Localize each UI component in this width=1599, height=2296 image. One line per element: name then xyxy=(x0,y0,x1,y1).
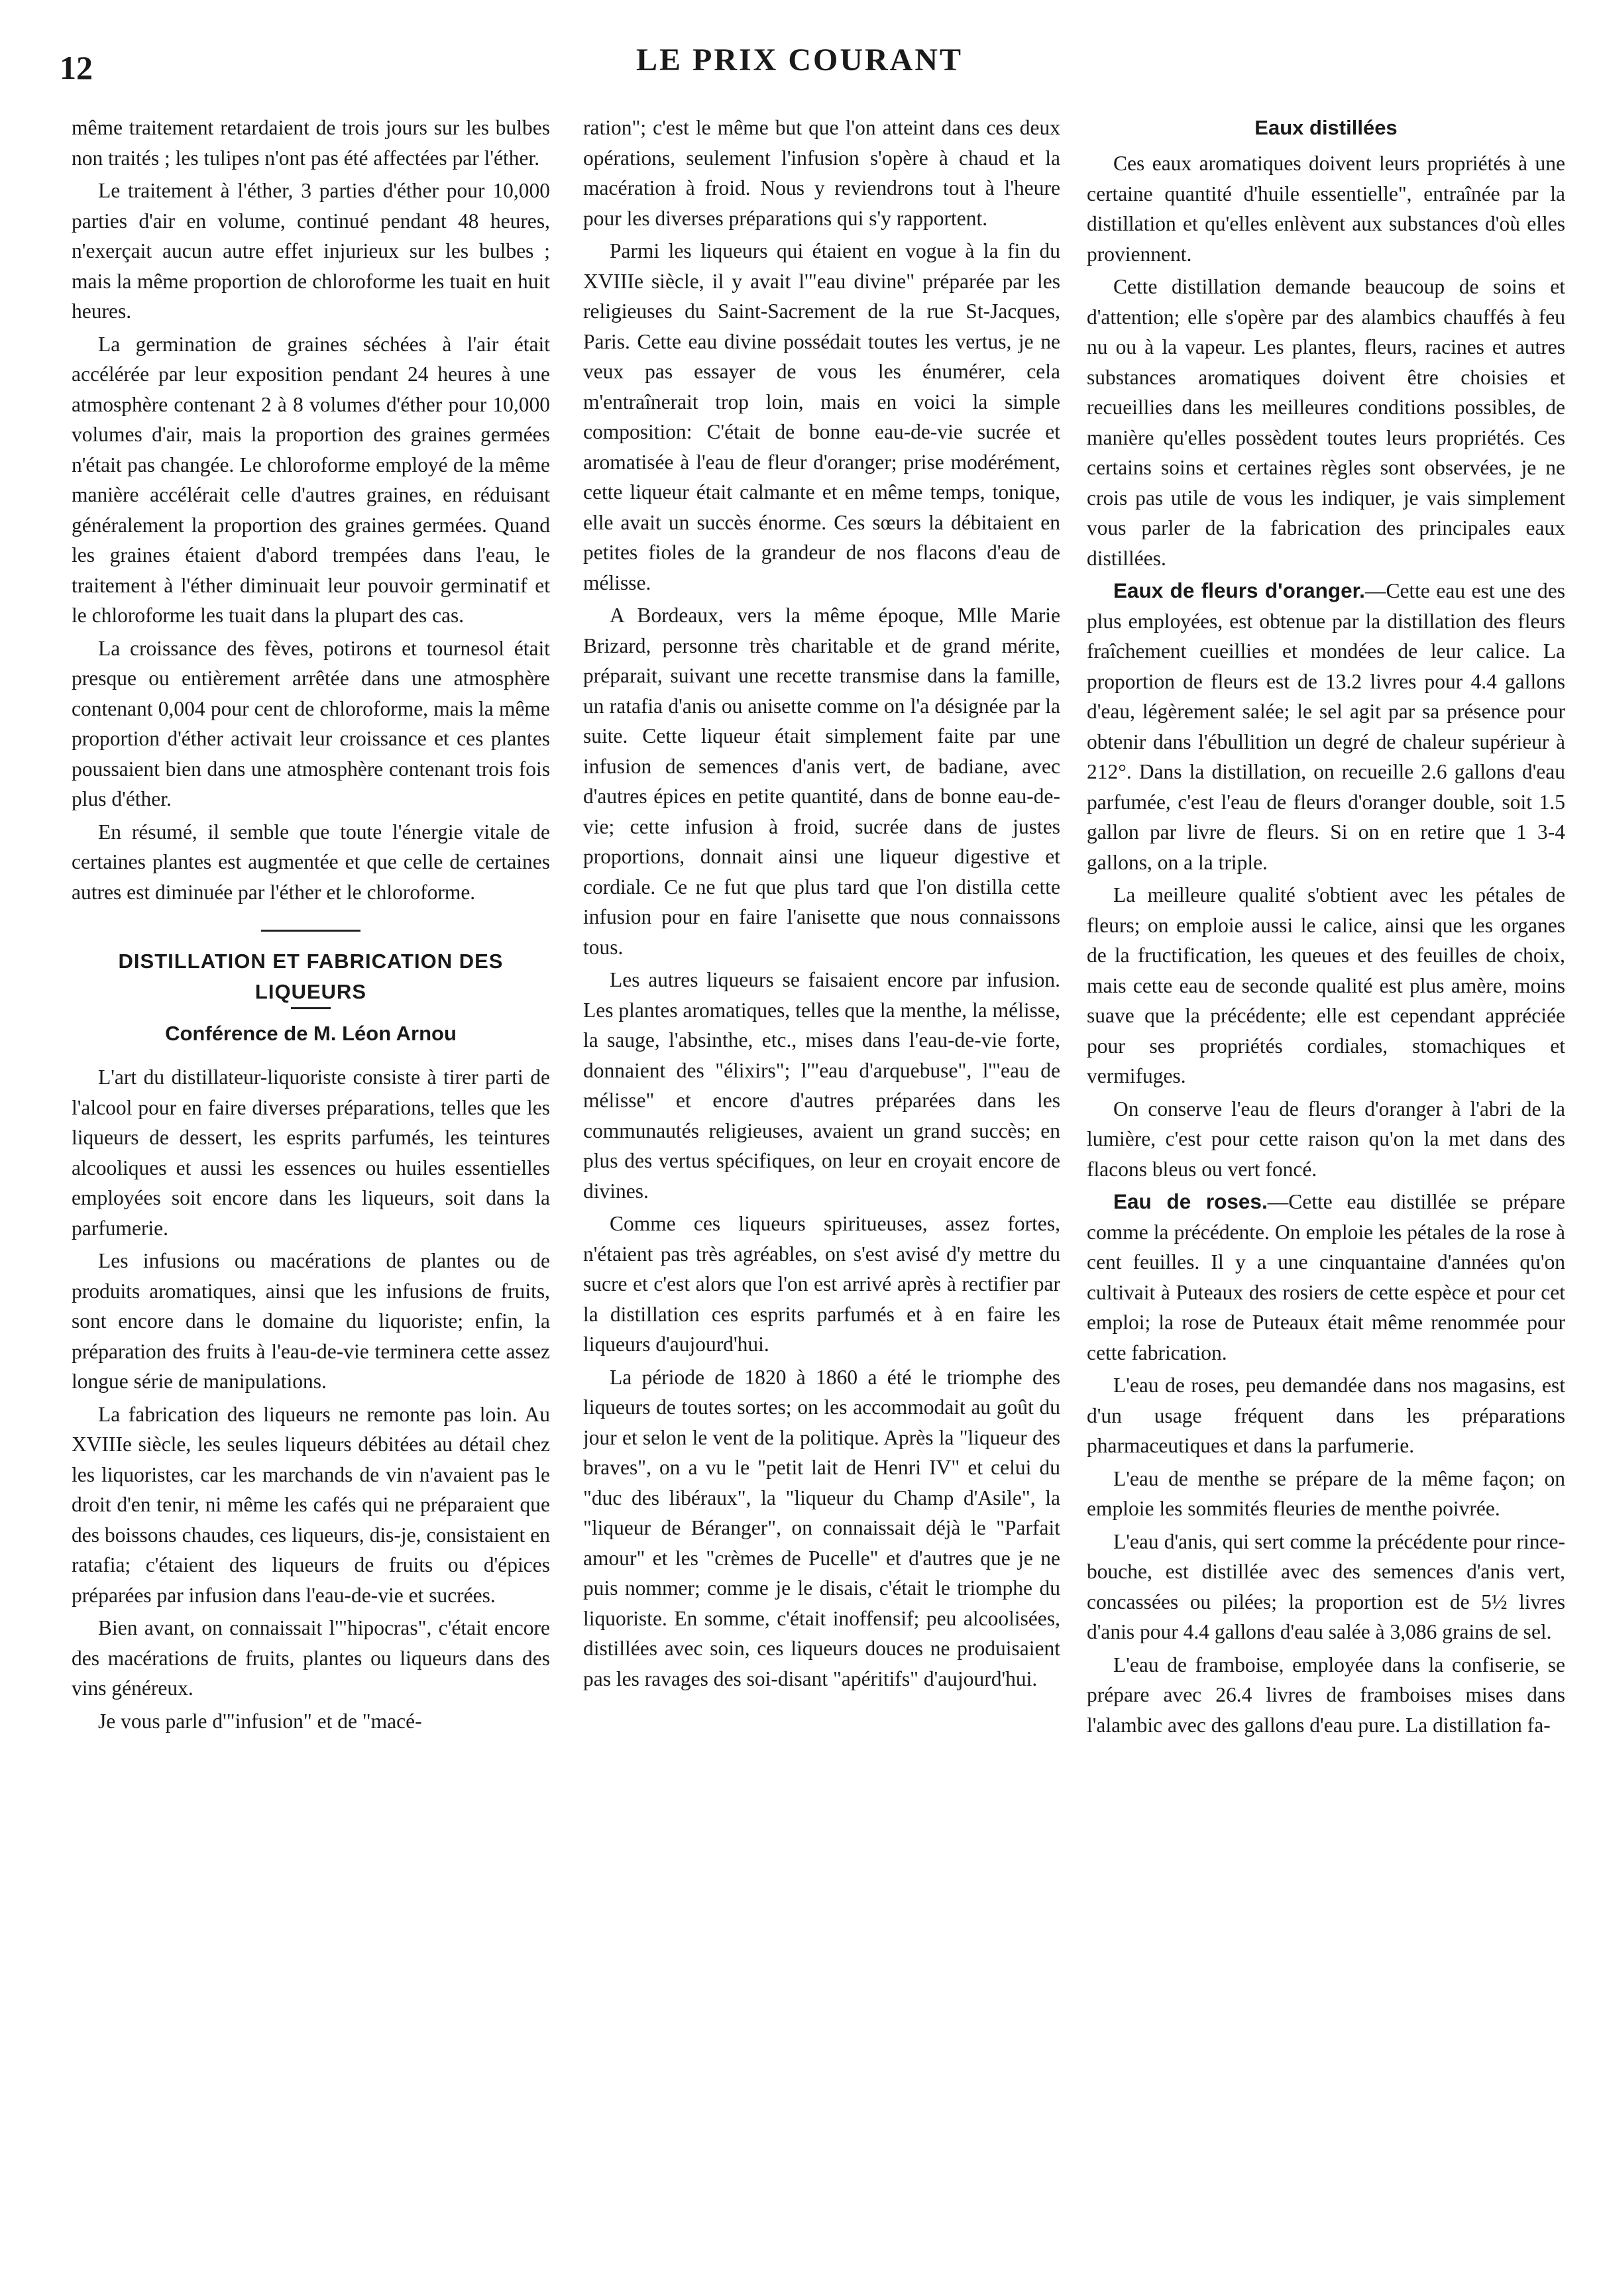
run-in-heading: Eau de roses. xyxy=(1113,1189,1268,1213)
paragraph xyxy=(1087,1187,1565,1368)
paragraph: Bien avant, on connaissait l'"hipocras", c'était encore des macérations de fruits, plantes ou liqueurs dans des vins généreux. xyxy=(72,1616,550,1700)
subsection-heading: Eaux distillées xyxy=(1254,116,1398,139)
paragraph: La période de 1820 à 1860 a été le triomphe des liqueurs de toutes sortes; on les accommodait au goût du jour et selon le vent de la politique. Après la "liqueur des braves", on a vu le "petit lait de Henri IV" et celui du "duc des libéraux", la "liqueur du Champ d'Asile", la "liqueur de Béranger", on connaissait déjà le "Parfait amour" et les "crèmes de Pucelle" et d'autres que je ne puis nommer; comme je le disais, c'était le triomphe du liquoriste. En somme, c'était inoffensif; peu alcoolisées, distillées avec soin, ces liqueurs douces ne produisaient pas les ravages des soi-disant "apéritifs" d'aujourd'hui. xyxy=(583,1365,1060,1690)
paragraph: On conserve l'eau de fleurs d'oranger à l'abri de la lumière, c'est pour cette raison qu'on la met dans des flacons bleus ou vert foncé. xyxy=(1087,1097,1565,1181)
section-subtitle: Conférence de M. Léon Arnou xyxy=(165,1022,457,1045)
running-title: LE PRIX COURANT xyxy=(635,42,964,78)
column-2 xyxy=(583,113,1060,2246)
section-title: DISTILLATION ET FABRICATION DES LIQUEURS xyxy=(118,950,504,1003)
paragraph: La fabrication des liqueurs ne remonte pas loin. Au XVIIIe siècle, les seules liqueurs débitées au détail chez les liquoristes, car les marchands de vin n'avaient pas le droit d'en tenir, ni même les cafés qui ne préparaient que des boissons chaudes, ces liqueurs, dis-je, consistaient en ratafia; c'étaient des liqueurs de fruits ou d'épices préparées par infusion dans l'eau-de-vie et sucrées. xyxy=(72,1402,550,1607)
paragraph: En résumé, il semble que toute l'énergie vitale de certaines plantes est augmentée et que celle de certaines autres est diminuée par l'éther et le chloroforme. xyxy=(72,820,550,904)
paragraph: Les autres liqueurs se faisaient encore par infusion. Les plantes aromatiques, telles que la menthe, la mélisse, la sauge, l'absinthe, etc., mises dans l'eau-de-vie forte, donnaient des "élixirs"; l'"eau d'arquebuse", l'"eau de mélisse" et encore d'autres préparées dans les communautés religieuses, avaient un grand succès; en plus des vertus spécifiques, on leur en croyait encore de divines. xyxy=(583,968,1060,1203)
paragraph: La meilleure qualité s'obtient avec les pétales de fleurs; on emploie aussi le calice, ainsi que les organes de la fructification, les queues et des feuilles de choix, mais cette eau de seconde qualité est plus amère, moins suave que la précédente; elle est cependant appréciée pour ses propriétés cordiales, stomachiques et vermifuges. xyxy=(1087,883,1565,1087)
paragraph: même traitement retardaient de trois jours sur les bulbes non traités ; les tulipes n'ont pas été affectées par l'éther. xyxy=(72,116,550,170)
page-header xyxy=(0,36,1599,89)
paragraph: Cette distillation demande beaucoup de soins et d'attention; elle s'opère par des alambics chauffés à feu nu ou à la vapeur. Les plantes, fleurs, racines et autres substances aromatiques doivent être choisies et recueillies dans les meilleures conditions possibles, de manière qu'elles possèdent toutes leurs propriétés. Ces certains soins et certaines règles sont observées, je ne crois pas utile de vous les indiquer, je vais simplement vous parler de la fabrication des principales eaux distillées. xyxy=(1087,275,1565,570)
title-underline xyxy=(291,1007,331,1009)
paragraph: L'eau de framboise, employée dans la confiserie, se prépare avec 26.4 livres de framboises mises dans l'alambic avec des gallons d'eau pure. La distillation fa- xyxy=(1087,1653,1565,1737)
paragraph: L'eau de menthe se prépare de la même façon; on emploie les sommités fleuries de menthe poivrée. xyxy=(1087,1466,1565,1520)
paragraph: Parmi les liqueurs qui étaient en vogue à la fin du XVIIIe siècle, il y avait l'"eau divine" préparée par les religieuses du Saint-Sacrement de la rue St-Jacques, Paris. Cette eau divine possédait toutes les vertus, je ne veux pas essayer de vous les énumérer, cela m'entraînerait trop loin, mais en voici la simple composition: C'était de bonne eau-de-vie sucrée et aromatisée à l'eau de fleur d'oranger; prise modérément, cette liqueur était calmante et en même temps, tonique, elle avait un succès énorme. Ces sœurs la débitaient en petites fioles de la grandeur de nos flacons d'eau de mélisse. xyxy=(583,239,1060,594)
paragraph-text: —Cette eau est une des plus employées, est obtenue par la distillation des fleurs fraîchement cueillies et mondées de leur calice. La proportion de fleurs est de 13.2 livres pour 4.4 gallons d'eau, légèrement salée; le sel agit par sa présence pour obtenir dans l'ébullition un degré de chaleur supérieur à 212°. Dans la distillation, on recueille 2.6 gallons d'eau parfumée, c'est l'eau de fleurs d'oranger double, soit 1.5 gallon par livre de fleurs. Si on en retire que 1 3-4 gallons, on a la triple. xyxy=(1087,579,1565,874)
paragraph: L'eau d'anis, qui sert comme la précédente pour rince-bouche, est distillée avec des semences d'anis vert, concassées ou pilées; la proportion est de 5½ livres d'anis pour 4.4 gallons d'eau salée à 3,086 grains de sel. xyxy=(1087,1529,1565,1643)
paragraph: Le traitement à l'éther, 3 parties d'éther pour 10,000 parties d'air en volume, continué pendant 48 heures, n'exerçait aucun autre effet injurieux sur les bulbes ; mais la même proportion de chloroforme les tuait en huit heures. xyxy=(72,179,550,323)
column-3 xyxy=(1087,113,1565,2246)
paragraph: Ces eaux aromatiques doivent leurs propriétés à une certaine quantité d'huile essentielle", entraînée par la distillation et qu'elles enlèvent aux substances d'où elles proviennent. xyxy=(1087,152,1565,266)
paragraph: Je vous parle d'"infusion" et de "macé- xyxy=(98,1709,422,1733)
paragraph: L'eau de roses, peu demandée dans nos magasins, est d'un usage fréquent dans les préparations pharmaceutiques et dans la parfumerie. xyxy=(1087,1374,1565,1457)
paragraph: Comme ces liqueurs spiritueuses, assez fortes, n'étaient pas très agréables, on s'est avisé d'y mettre du sucre et c'est alors que l'on est arrivé après à rectifier par la distillation ces esprits parfumés et à en faire les liqueurs d'aujourd'hui. xyxy=(583,1212,1060,1356)
paragraph: La croissance des fèves, potirons et tournesol était presque ou entièrement arrêtée dans une atmosphère contenant 0,004 pour cent de chloroforme, mais la même proportion d'éther activait leur croissance et ces plantes poussaient bien dans une atmosphère contenant trois fois plus d'éther. xyxy=(72,636,550,810)
paragraph-text: —Cette eau distillée se prépare comme la précédente. On emploie les pétales de la rose à cent feuilles. Il y a une cinquantaine d'années qu'on cultivait à Puteaux des rosiers de cette espèce et pour cet emploi; la rose de Puteaux était même renommée pour cette fabrication. xyxy=(1087,1190,1565,1364)
paragraph: L'art du distillateur-liquoriste consiste à tirer parti de l'alcool pour en faire diverses préparations, telles que les liqueurs de dessert, les esprits parfumés, les teintures alcooliques et aussi les essences ou huiles essentielles employées soit encore dans les liqueurs, soit dans la parfumerie. xyxy=(72,1066,550,1240)
paragraph: La germination de graines séchées à l'air était accélérée par leur exposition pendant 24 heures à une atmosphère contenant 2 à 8 volumes d'éther pour 10,000 volumes d'air, mais la proportion des graines germées n'était pas changée. Le chloroforme employé de la même manière accélérait celle d'autres graines, en réduisant généralement la proportion des graines germées. Quand les graines étaient d'abord trempées dans l'eau, le traitement à l'éther diminuait leur pouvoir germinatif et le chloroforme les tuait dans la plupart des cas. xyxy=(72,332,550,627)
run-in-heading: Eaux de fleurs d'oranger. xyxy=(1113,578,1365,602)
paragraph xyxy=(1087,576,1565,877)
paragraph: Les infusions ou macérations de plantes ou de produits aromatiques, ainsi que les infusions de fruits, sont encore dans le domaine du liquoriste; enfin, la préparation des fruits à l'eau-de-vie terminera cette assez longue série de manipulations. xyxy=(72,1249,550,1393)
paragraph: ration"; c'est le même but que l'on atteint dans ces deux opérations, seulement l'infusion s'opère à chaud et la macération à froid. Nous y reviendrons tout à l'heure pour les diverses préparations qui s'y rapportent. xyxy=(583,116,1060,230)
column-1 xyxy=(72,113,550,2246)
paragraph: A Bordeaux, vers la même époque, Mlle Marie Brizard, personne très charitable et de grand mérite, préparait, suivant une recette transmise dans la famille, un ratafia d'anis ou anisette comme on l'a désignée par la suite. Cette liqueur était simplement faite par une infusion de semences d'anis vert, de badiane, avec d'autres épices en petite quantité, dans de bonne eau-de-vie; cette infusion à froid, sucrée dans de justes proportions, donnait ainsi une liqueur digestive et cordiale. Ce ne fut que plus tard que l'on distilla cette infusion pour en faire l'anisette que nous connaissons tous. xyxy=(583,604,1060,959)
section-divider xyxy=(261,930,360,932)
page-number: 12 xyxy=(60,49,93,86)
